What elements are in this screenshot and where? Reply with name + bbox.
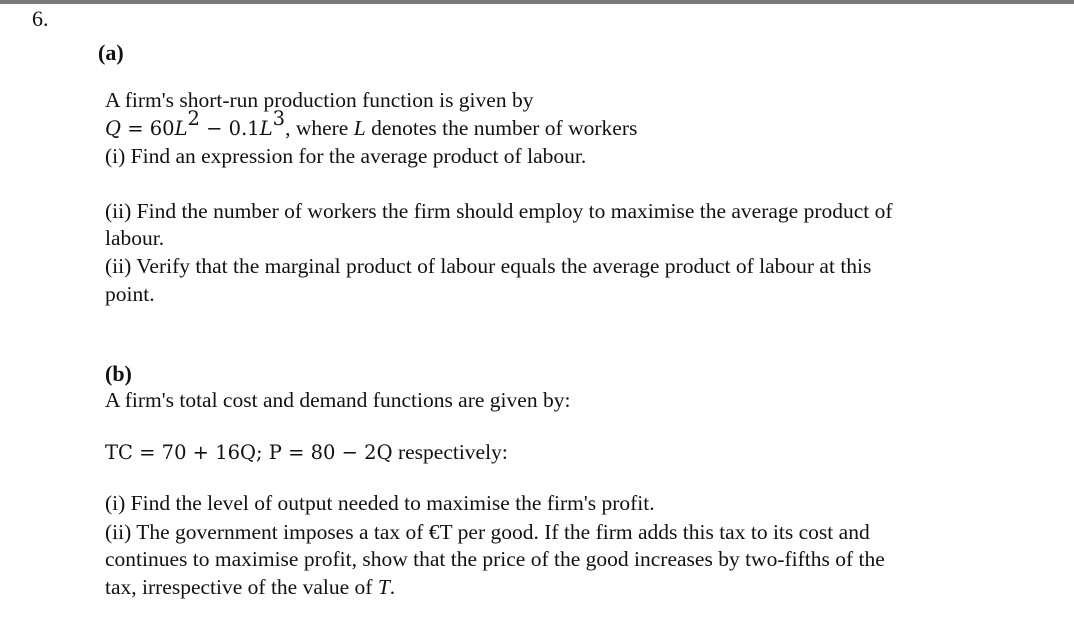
- part-a-item-2-line-2: labour.: [105, 226, 165, 250]
- part-b-item-1: (i) Find the level of output needed to maximise the firm's profit.: [105, 491, 655, 515]
- line-3-pre: tax, irrespective of the value of: [105, 575, 378, 599]
- part-a-item-3-line-1: (ii) Verify that the marginal product of labour equals the average product of labour at this: [105, 254, 872, 278]
- line-3-post: .: [389, 575, 396, 599]
- top-rule: [0, 0, 1074, 4]
- eq-part-1: = 60: [121, 117, 175, 140]
- part-a-label: (a): [98, 40, 124, 65]
- part-b-label: (b): [105, 361, 132, 386]
- eq-tail-pre: , where: [285, 116, 354, 140]
- part-a-item-3-line-2: point.: [105, 282, 155, 306]
- eq-part-2: − 0.1: [199, 117, 260, 140]
- part-b-item-2-line-2: continues to maximise profit, show that the price of the good increases by two-fifths of the: [105, 547, 885, 571]
- var-l-1: L: [174, 117, 188, 140]
- part-b-item-2-line-3: [105, 574, 395, 601]
- eq-tail-post: denotes the number of workers: [365, 116, 638, 140]
- var-l-3: L: [353, 116, 366, 140]
- part-b-item-2-line-1: (ii) The government imposes a tax of €T per good. If the firm adds this tax to its cost and: [105, 520, 870, 544]
- question-number: 6.: [32, 6, 49, 31]
- var-l-2: L: [259, 117, 273, 140]
- part-a-item-1: (i) Find an expression for the average product of labour.: [105, 144, 587, 168]
- var-q: Q: [105, 117, 121, 140]
- part-b-functions: [105, 439, 508, 466]
- part-b-intro: A firm's total cost and demand functions are given by:: [105, 388, 571, 412]
- cost-demand-equations: TC = 70 + 16Q; P = 80 − 2Q: [105, 441, 393, 464]
- part-a-equation: [105, 106, 638, 142]
- var-t: T: [377, 575, 390, 599]
- exponent-3: 3: [272, 106, 286, 130]
- exponent-2: 2: [187, 106, 200, 130]
- part-a-item-2-line-1: (ii) Find the number of workers the firm should employ to maximise the average product of: [105, 199, 893, 223]
- part-a-intro: A firm's short-run production function is given by: [105, 88, 534, 112]
- functions-tail: respectively:: [392, 440, 508, 464]
